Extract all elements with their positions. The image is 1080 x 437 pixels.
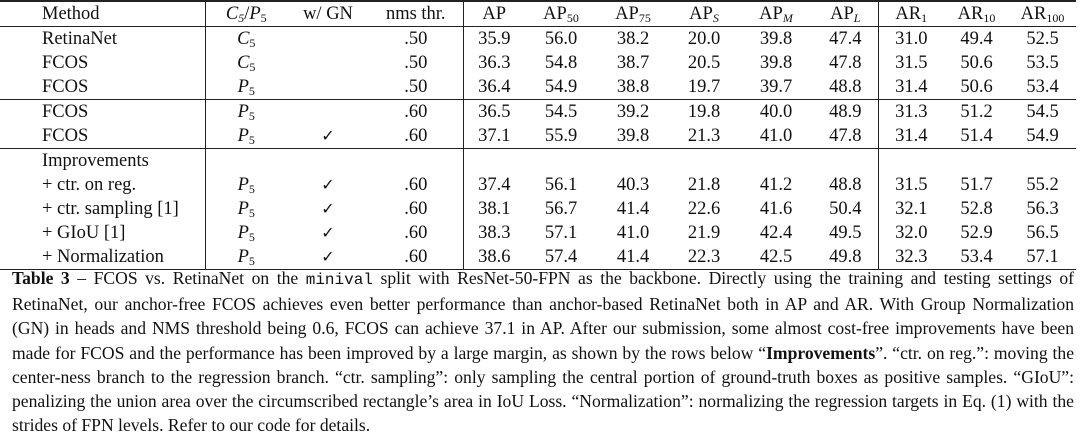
empty-cell — [369, 149, 463, 174]
feature-level: C — [237, 53, 250, 73]
metric-value-cell: 48.9 — [813, 100, 878, 125]
metric-value-cell: 42.5 — [739, 245, 813, 270]
empty-cell — [813, 149, 878, 174]
metric-value-cell: 32.3 — [878, 245, 944, 270]
metric-value-cell: 56.5 — [1026, 223, 1059, 243]
nms-threshold-cell: .60 — [369, 245, 463, 270]
caption-label: Table 3 — [12, 268, 70, 288]
metric-value-cell: 54.9 — [544, 77, 578, 97]
feature-level-subscript: 5 — [248, 133, 255, 147]
column-header — [287, 1, 369, 27]
feature-level: P — [237, 77, 249, 97]
column-header-text: AP — [830, 4, 854, 24]
column-header-subscript: 1 — [921, 11, 928, 25]
nms-threshold-cell: .60 — [369, 124, 463, 149]
metric-value-cell: 51.4 — [960, 126, 993, 146]
feature-level-subscript: 5 — [248, 109, 255, 123]
metric-value-cell: 56.0 — [544, 29, 578, 49]
metric-value-cell: 48.8 — [813, 75, 878, 100]
empty-cell — [287, 149, 369, 174]
metric-value-cell: 41.6 — [759, 199, 793, 219]
column-header — [205, 1, 287, 27]
metric-value-cell: 41.2 — [759, 175, 793, 195]
metric-value-cell: 55.2 — [1026, 175, 1059, 195]
metric-value-cell: 49.8 — [813, 245, 878, 270]
empty-cell — [944, 149, 1009, 174]
nms-threshold-cell: .50 — [369, 51, 463, 75]
metric-value-cell: 39.7 — [759, 77, 793, 97]
metric-value-cell: 42.4 — [759, 223, 793, 243]
metric-value-cell: 53.4 — [944, 245, 1009, 270]
table-row — [0, 197, 1076, 221]
nms-threshold-cell: .60 — [369, 173, 463, 197]
column-header-subscript: S — [712, 11, 719, 25]
caption-dash: – — [69, 268, 94, 288]
metric-value-cell: 57.1 — [1009, 245, 1076, 270]
column-header-subscript: 100 — [1046, 11, 1065, 25]
table-caption — [12, 266, 1074, 437]
feature-level: C — [237, 29, 250, 49]
column-header-text: AP — [689, 4, 713, 24]
column-header-text: AP — [615, 4, 639, 24]
metric-value-cell: 50.6 — [960, 53, 993, 73]
gn-checkmark: ✓ — [321, 223, 335, 242]
metric-value-cell: 51.2 — [944, 100, 1009, 125]
column-header-text: Method — [42, 4, 100, 24]
column-header — [597, 1, 669, 27]
metric-value-cell: 38.2 — [616, 29, 650, 49]
table-row — [0, 173, 1076, 197]
method-cell: FCOS — [0, 75, 205, 100]
metric-value-cell: 21.8 — [687, 175, 721, 195]
table-row — [0, 51, 1076, 75]
column-header — [878, 1, 944, 27]
caption-split-word: minival — [305, 271, 373, 289]
column-header-text: nms thr. — [385, 4, 446, 24]
metric-value-cell: 37.1 — [478, 126, 511, 146]
metric-value-cell: 40.3 — [616, 175, 650, 195]
metric-value-cell: 22.6 — [687, 199, 721, 219]
metric-value-cell: 38.7 — [616, 53, 650, 73]
empty-cell — [669, 149, 739, 174]
metric-value-cell: 53.5 — [1026, 53, 1059, 73]
feature-level-subscript: 5 — [249, 36, 256, 50]
metric-value-cell: 37.4 — [478, 175, 511, 195]
column-header-subscript: M — [782, 11, 793, 25]
gn-checkmark — [287, 27, 369, 52]
feature-cell — [205, 51, 287, 75]
metric-value-cell: 56.3 — [1026, 199, 1059, 219]
metric-value-cell: 39.2 — [597, 100, 669, 125]
empty-cell — [878, 149, 944, 174]
feature-cell — [205, 124, 287, 149]
metric-value-cell: 51.7 — [960, 175, 993, 195]
column-header-separator: / — [244, 4, 250, 24]
gn-checkmark: ✓ — [321, 175, 335, 194]
metric-value-cell: 21.9 — [687, 223, 721, 243]
metric-value-cell: 36.3 — [478, 53, 511, 73]
feature-level: P — [237, 223, 249, 243]
metric-value-cell: 47.8 — [813, 51, 878, 75]
column-header-text: AR — [1020, 4, 1047, 24]
feature-cell — [205, 75, 287, 100]
metric-value-cell: 38.6 — [463, 245, 525, 270]
column-header — [0, 1, 205, 27]
metric-value-cell: 19.7 — [687, 77, 721, 97]
column-header — [369, 1, 463, 27]
metric-value-cell: 31.5 — [895, 175, 928, 195]
metric-value-cell: 41.4 — [597, 245, 669, 270]
section-label: Improvements — [0, 149, 205, 174]
metric-value-cell: 31.3 — [878, 100, 944, 125]
feature-level-subscript: 5 — [248, 84, 255, 98]
table-row — [0, 100, 1076, 125]
column-header-subscript: 50 — [566, 11, 579, 25]
feature-cell — [205, 27, 287, 52]
column-header-text: P — [249, 4, 261, 24]
empty-cell — [463, 149, 525, 174]
column-header-text: AR — [957, 4, 984, 24]
metric-value-cell: 19.8 — [669, 100, 739, 125]
column-header-subscript: 5 — [260, 11, 267, 25]
gn-checkmark: ✓ — [287, 245, 369, 270]
column-header — [1009, 1, 1076, 27]
feature-cell — [205, 197, 287, 221]
feature-cell — [205, 221, 287, 245]
metric-value-cell: 50.4 — [813, 197, 878, 221]
empty-cell — [739, 149, 813, 174]
metric-value-cell: 54.8 — [544, 53, 578, 73]
column-header — [813, 1, 878, 27]
method-cell: + GIoU [1] — [0, 221, 205, 245]
metric-value-cell: 32.0 — [895, 223, 928, 243]
method-cell: FCOS — [0, 124, 205, 149]
section-row — [0, 149, 1076, 174]
method-cell: + ctr. sampling [1] — [0, 197, 205, 221]
caption-text-2: split with ResNet-50-FPN as the backbone. Directly using the training and testing settings of RetinaNet, our anchor-free FCOS achieves even better performance than anchor-based RetinaNet both in AP and AR. With Group Normalization (GN) in heads and NMS threshold being 0.6, FCOS can achieve 37.1 in AP. After our submission, some almost cost-free improvements have been made for FCOS and the performance has been improved by a large margin, as shown by the rows below “ — [12, 268, 1074, 363]
caption-text-1: FCOS vs. RetinaNet on the — [93, 268, 306, 288]
metric-value-cell: 38.1 — [478, 199, 511, 219]
column-header-subscript: 75 — [638, 11, 651, 25]
metric-value-cell: 55.9 — [544, 126, 578, 146]
empty-cell — [205, 149, 287, 174]
column-header-text: w/ GN — [303, 4, 353, 24]
nms-threshold-cell: .50 — [369, 75, 463, 100]
metric-value-cell: 21.3 — [687, 126, 721, 146]
metric-value-cell: 47.8 — [813, 124, 878, 149]
feature-level-subscript: 5 — [249, 60, 256, 74]
nms-threshold-cell: .60 — [369, 221, 463, 245]
metric-value-cell: 36.4 — [478, 77, 511, 97]
column-header — [739, 1, 813, 27]
nms-threshold-cell: .50 — [369, 27, 463, 52]
metric-value-cell: 47.4 — [813, 27, 878, 52]
feature-level-subscript: 5 — [248, 230, 255, 244]
column-header — [463, 1, 525, 27]
method-cell: FCOS — [0, 100, 205, 125]
caption-improvements-word: Improvements — [766, 342, 876, 363]
metric-value-cell: 53.4 — [1026, 77, 1059, 97]
metric-value-cell: 50.6 — [960, 77, 993, 97]
feature-level-subscript: 5 — [248, 254, 255, 268]
method-cell: + Normalization — [0, 245, 205, 270]
column-header-subscript: 5 — [238, 11, 245, 25]
feature-cell — [205, 100, 287, 125]
metric-value-cell: 52.5 — [1026, 29, 1059, 49]
metric-value-cell: 52.8 — [960, 199, 993, 219]
column-header-text: AP — [482, 4, 507, 24]
empty-cell — [1009, 149, 1076, 174]
metric-value-cell: 31.4 — [895, 77, 928, 97]
metric-value-cell: 36.5 — [463, 100, 525, 125]
table-row — [0, 221, 1076, 245]
metric-value-cell: 39.8 — [759, 53, 793, 73]
method-cell: RetinaNet — [0, 27, 205, 52]
method-cell: + ctr. on reg. — [0, 173, 205, 197]
nms-threshold-cell: .60 — [369, 100, 463, 125]
gn-checkmark — [287, 75, 369, 100]
metric-value-cell: 20.5 — [687, 53, 721, 73]
gn-checkmark: ✓ — [321, 126, 335, 145]
gn-checkmark — [287, 51, 369, 75]
metric-value-cell: 41.0 — [759, 126, 793, 146]
nms-threshold-cell: .60 — [369, 197, 463, 221]
metric-value-cell: 22.3 — [669, 245, 739, 270]
caption-text-3: ”. “ctr. on reg.”: moving the center-ness branch to the regression branch. “ctr. sampling”: only sampling the central portion of ground-truth boxes as positive samples. “GIoU”: penalizing the union area over the circumscribed rectangle’s area in IoU Loss. “Normalization”: normalizing the regression targets in Eq. (1) with the strides of FPN levels. Refer to our code for details. — [12, 342, 1075, 436]
metric-value-cell: 56.1 — [544, 175, 578, 195]
feature-level: P — [237, 247, 249, 267]
metric-value-cell: 41.0 — [616, 223, 650, 243]
gn-checkmark: ✓ — [321, 199, 335, 218]
metric-value-cell: 31.0 — [895, 29, 928, 49]
empty-cell — [525, 149, 597, 174]
column-header-subscript: 10 — [983, 11, 996, 25]
metric-value-cell: 40.0 — [739, 100, 813, 125]
column-header-text: AP — [759, 4, 783, 24]
metric-value-cell: 54.5 — [1009, 100, 1076, 125]
metric-value-cell: 32.1 — [895, 199, 928, 219]
empty-cell — [597, 149, 669, 174]
table-row — [0, 75, 1076, 100]
metric-value-cell: 57.4 — [525, 245, 597, 270]
column-header — [669, 1, 739, 27]
table-row — [0, 124, 1076, 149]
metric-value-cell: 57.1 — [544, 223, 578, 243]
metric-value-cell: 38.3 — [478, 223, 511, 243]
metric-value-cell: 56.7 — [544, 199, 578, 219]
gn-checkmark — [287, 100, 369, 125]
metric-value-cell: 49.4 — [960, 29, 993, 49]
column-header-subscript: L — [853, 11, 861, 25]
feature-level: P — [237, 102, 249, 122]
metric-value-cell: 52.9 — [960, 223, 993, 243]
feature-cell — [205, 173, 287, 197]
feature-level-subscript: 5 — [248, 182, 255, 196]
metric-value-cell: 41.4 — [616, 199, 650, 219]
metric-value-cell: 48.8 — [813, 173, 878, 197]
column-header — [525, 1, 597, 27]
table-header-row — [0, 1, 1076, 27]
metric-value-cell: 35.9 — [478, 29, 511, 49]
method-cell: FCOS — [0, 51, 205, 75]
feature-level-subscript: 5 — [248, 206, 255, 220]
metric-value-cell: 20.0 — [687, 29, 721, 49]
metric-value-cell: 38.8 — [616, 77, 650, 97]
metric-value-cell: 54.5 — [525, 100, 597, 125]
column-header-text: C — [225, 4, 239, 24]
feature-level: P — [237, 175, 249, 195]
metric-value-cell: 49.5 — [813, 221, 878, 245]
metric-value-cell: 39.8 — [759, 29, 793, 49]
column-header-text: AR — [895, 4, 922, 24]
column-header — [944, 1, 1009, 27]
metric-value-cell: 31.5 — [895, 53, 928, 73]
feature-level: P — [237, 126, 249, 146]
feature-level: P — [237, 199, 249, 219]
metric-value-cell: 31.4 — [895, 126, 928, 146]
metric-value-cell: 54.9 — [1026, 126, 1059, 146]
column-header-text: AP — [543, 4, 567, 24]
metric-value-cell: 39.8 — [616, 126, 650, 146]
table-row — [0, 27, 1076, 52]
